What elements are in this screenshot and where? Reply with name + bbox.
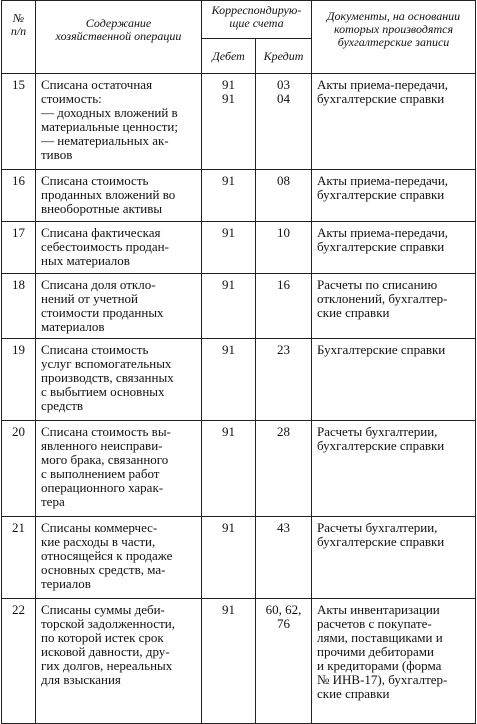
operation-content-line: стоимости проданных: [41, 305, 164, 320]
supporting-documents-line: Акты приема-передачи,: [317, 225, 449, 240]
supporting-documents: [312, 222, 476, 274]
operation-content-line: нений от учетной: [41, 291, 139, 306]
debit-account-line: 91: [222, 91, 235, 106]
supporting-documents: [312, 599, 476, 724]
supporting-documents-line: отклонений, бухгалтер-: [317, 291, 448, 306]
operation-content-line: средств: [41, 398, 84, 413]
header-credit: Кредит: [256, 39, 312, 74]
supporting-documents: [312, 274, 476, 339]
credit-account-line: 03: [277, 77, 290, 92]
debit-account-line: 91: [222, 277, 235, 292]
table-body: [2, 74, 476, 724]
operation-content: [36, 74, 202, 170]
header-docs: [312, 1, 476, 74]
debit-account: [202, 339, 256, 421]
header-content-line: Содержание: [85, 16, 152, 30]
header-num-line: №: [12, 11, 25, 25]
debit-account: [202, 74, 256, 170]
operation-content-line: тера: [41, 494, 65, 509]
operation-content-line: Списана стоимость: [41, 342, 149, 357]
operation-content-line: с выполнением работ: [41, 466, 160, 481]
debit-account: [202, 421, 256, 517]
credit-account: [256, 170, 312, 222]
operation-content-line: внеоборотные активы: [41, 201, 163, 216]
operation-content-line: стоимость:: [41, 91, 102, 106]
operation-content-line: основных средств, ма-: [41, 562, 166, 577]
operation-content-line: — нематериальных ак-: [41, 133, 169, 148]
operation-content-line: Списана фактическая: [41, 225, 161, 240]
row-number: 19: [2, 339, 36, 421]
credit-account-line: 10: [277, 225, 290, 240]
supporting-documents-line: ские справки: [317, 686, 390, 701]
table-row: [2, 599, 476, 724]
supporting-documents-line: прочими дебиторами: [317, 644, 434, 659]
row-number: 22: [2, 599, 36, 724]
header-docs-line: бухгалтерские записи: [337, 35, 450, 49]
operation-content-line: мого брака, связанного: [41, 452, 169, 467]
operation-content-line: Списана остаточная: [41, 77, 153, 92]
operation-content-line: тивов: [41, 147, 73, 162]
credit-account-line: 04: [277, 91, 290, 106]
credit-account: [256, 74, 312, 170]
header-num: [2, 1, 36, 74]
credit-account: [256, 339, 312, 421]
operation-content-line: по которой истек срок: [41, 630, 164, 645]
debit-account-line: 91: [222, 602, 235, 617]
operation-content-line: Списана стоимость: [41, 173, 149, 188]
supporting-documents: [312, 74, 476, 170]
header-group-line: Корреспондирую-: [211, 3, 302, 17]
operation-content-line: материальные ценности;: [41, 119, 178, 134]
supporting-documents-line: бухгалтерские справки: [317, 91, 445, 106]
operation-content-line: ных материалов: [41, 253, 130, 268]
credit-account: [256, 421, 312, 517]
credit-account: [256, 599, 312, 724]
debit-account: [202, 170, 256, 222]
debit-account-line: 91: [222, 173, 235, 188]
header-debit: Дебет: [202, 39, 256, 74]
supporting-documents: [312, 170, 476, 222]
operation-content-line: торской задолженности,: [41, 616, 175, 631]
operation-content-line: кие расходы в части,: [41, 534, 156, 549]
header-docs-line: Документы, на основании: [326, 9, 461, 23]
header-docs-line: которых производятся: [333, 22, 454, 36]
operation-content: [36, 339, 202, 421]
row-number: 21: [2, 517, 36, 599]
operation-content-line: Списана доля откло-: [41, 277, 156, 292]
supporting-documents-line: Акты инвентаризации: [317, 602, 440, 617]
operation-content: [36, 170, 202, 222]
table-row: [2, 274, 476, 339]
header-content-line: хозяйственной операции: [55, 29, 182, 43]
debit-account: [202, 222, 256, 274]
row-number: 16: [2, 170, 36, 222]
table-row: [2, 517, 476, 599]
credit-account-line: 76: [277, 616, 290, 631]
row-number: 18: [2, 274, 36, 339]
operation-content-line: себестоимость продан-: [41, 239, 169, 254]
supporting-documents: [312, 517, 476, 599]
operation-content-line: териалов: [41, 576, 91, 591]
operation-content-line: производств, связанных: [41, 370, 174, 385]
supporting-documents-line: бухгалтерские справки: [317, 187, 445, 202]
operation-content-line: Списаны суммы деби-: [41, 602, 165, 617]
operation-content-line: Списана стоимость вы-: [41, 424, 171, 439]
operation-content-line: гих долгов, нереальных: [41, 658, 173, 673]
operation-content-line: с выбытием основных: [41, 384, 165, 399]
header-group-line: щие счета: [229, 16, 284, 30]
header-content: [36, 1, 202, 74]
header-num-line: п/п: [10, 24, 27, 38]
debit-account: [202, 517, 256, 599]
accounting-entries-table: [1, 0, 476, 724]
supporting-documents-line: Акты приема-передачи,: [317, 77, 449, 92]
debit-account-line: 91: [222, 342, 235, 357]
debit-account-line: 91: [222, 77, 235, 92]
row-number: 15: [2, 74, 36, 170]
debit-account-line: 91: [222, 424, 235, 439]
supporting-documents-line: № ИНВ-17), бухгалтер-: [317, 672, 448, 687]
operation-content-line: — доходных вложений в: [41, 105, 178, 120]
supporting-documents-line: и кредиторами (форма: [317, 658, 442, 673]
supporting-documents-line: Расчеты по списанию: [317, 277, 438, 292]
operation-content: [36, 222, 202, 274]
operation-content-line: исковой давности, дру-: [41, 644, 170, 659]
table-row: [2, 222, 476, 274]
supporting-documents-line: Бухгалтерские справки: [317, 342, 446, 357]
credit-account-line: 08: [277, 173, 290, 188]
debit-account: [202, 599, 256, 724]
supporting-documents-line: бухгалтерские справки: [317, 239, 445, 254]
supporting-documents-line: Расчеты бухгалтерии,: [317, 520, 438, 535]
row-number: 17: [2, 222, 36, 274]
table-row: [2, 421, 476, 517]
supporting-documents-line: бухгалтерские справки: [317, 438, 445, 453]
credit-account: [256, 222, 312, 274]
header-accounts-group: [202, 1, 312, 39]
operation-content: [36, 274, 202, 339]
table-row: [2, 170, 476, 222]
operation-content-line: Списаны коммерчес-: [41, 520, 158, 535]
credit-account: [256, 274, 312, 339]
supporting-documents-line: Расчеты бухгалтерии,: [317, 424, 438, 439]
debit-account: [202, 274, 256, 339]
credit-account-line: 16: [277, 277, 290, 292]
operation-content-line: явленного неисправи-: [41, 438, 163, 453]
operation-content-line: проданных вложений во: [41, 187, 176, 202]
supporting-documents-line: расчетов с покупате-: [317, 616, 432, 631]
supporting-documents: [312, 421, 476, 517]
supporting-documents-line: бухгалтерские справки: [317, 534, 445, 549]
supporting-documents: [312, 339, 476, 421]
supporting-documents-line: ские справки: [317, 305, 390, 320]
operation-content-line: для взыскания: [41, 672, 121, 687]
operation-content: [36, 421, 202, 517]
operation-content-line: относящейся к продаже: [41, 548, 173, 563]
credit-account-line: 60, 62,: [265, 602, 302, 617]
debit-account-line: 91: [222, 225, 235, 240]
operation-content: [36, 599, 202, 724]
row-number: 20: [2, 421, 36, 517]
debit-account-line: 91: [222, 520, 235, 535]
credit-account-line: 43: [277, 520, 290, 535]
credit-account: [256, 517, 312, 599]
credit-account-line: 23: [277, 342, 290, 357]
credit-account-line: 28: [277, 424, 290, 439]
table-row: [2, 339, 476, 421]
operation-content-line: услуг вспомогательных: [41, 356, 172, 371]
operation-content-line: операционного харак-: [41, 480, 164, 495]
supporting-documents-line: Акты приема-передачи,: [317, 173, 449, 188]
operation-content: [36, 517, 202, 599]
supporting-documents-line: лями, поставщиками и: [317, 630, 443, 645]
table-row: [2, 74, 476, 170]
operation-content-line: материалов: [41, 319, 105, 334]
